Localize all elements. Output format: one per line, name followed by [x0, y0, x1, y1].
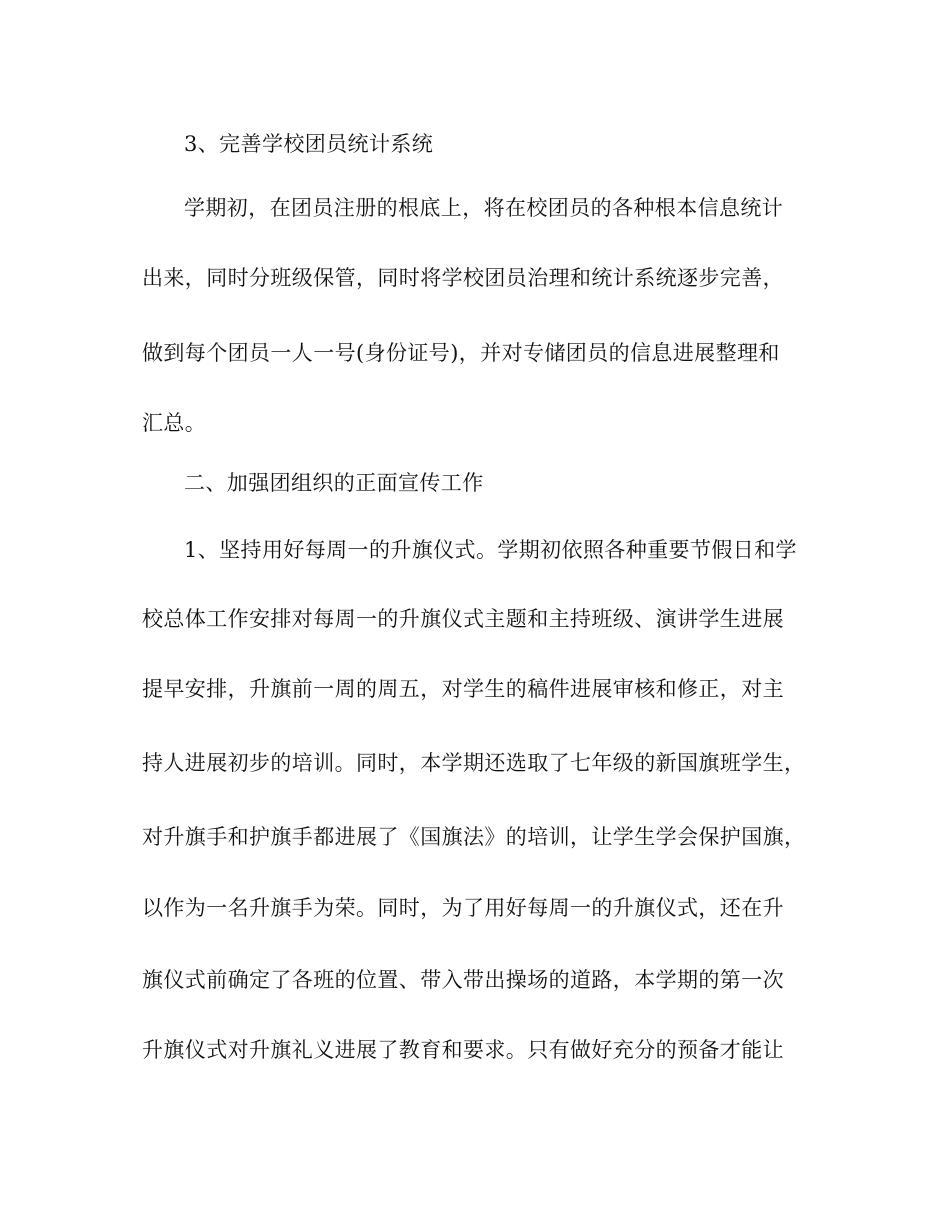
- paragraph-line: 校总体工作安排对每周一的升旗仪式主题和主持班级、演讲学生进展: [142, 607, 784, 631]
- paragraph-line: 1、坚持用好每周一的升旗仪式。学期初依照各种重要节假日和学: [184, 538, 797, 562]
- paragraph-line: 持人进展初步的培训。同时，本学期还选取了七年级的新国旗班学生，: [142, 751, 806, 775]
- paragraph-line: 汇总。: [142, 411, 207, 435]
- paragraph-line: 提早安排，升旗前一周的周五，对学生的稿件进展审核和修正，对主: [142, 677, 784, 701]
- paragraph-line: 旗仪式前确定了各班的位置、带入带出操场的道路，本学期的第一次: [142, 968, 784, 992]
- paragraph-line: 以作为一名升旗手为荣。同时，为了用好每周一的升旗仪式，还在升: [142, 896, 784, 920]
- paragraph-line: 出来，同时分班级保管，同时将学校团员治理和统计系统逐步完善，: [142, 266, 784, 290]
- paragraph-line: 做到每个团员一人一号(身份证号)，并对专储团员的信息进展整理和: [142, 341, 780, 365]
- paragraph-line: 升旗仪式对升旗礼义进展了教育和要求。只有做好充分的预备才能让: [142, 1038, 784, 1062]
- paragraph-line: 对升旗手和护旗手都进展了《国旗法》的培训，让学生学会保护国旗，: [142, 825, 806, 849]
- subheading-3: 3、完善学校团员统计系统: [184, 132, 434, 156]
- paragraph-line: 学期初，在团员注册的根底上，将在校团员的各种根本信息统计: [184, 196, 784, 220]
- section-heading: 二、加强团组织的正面宣传工作: [184, 471, 484, 495]
